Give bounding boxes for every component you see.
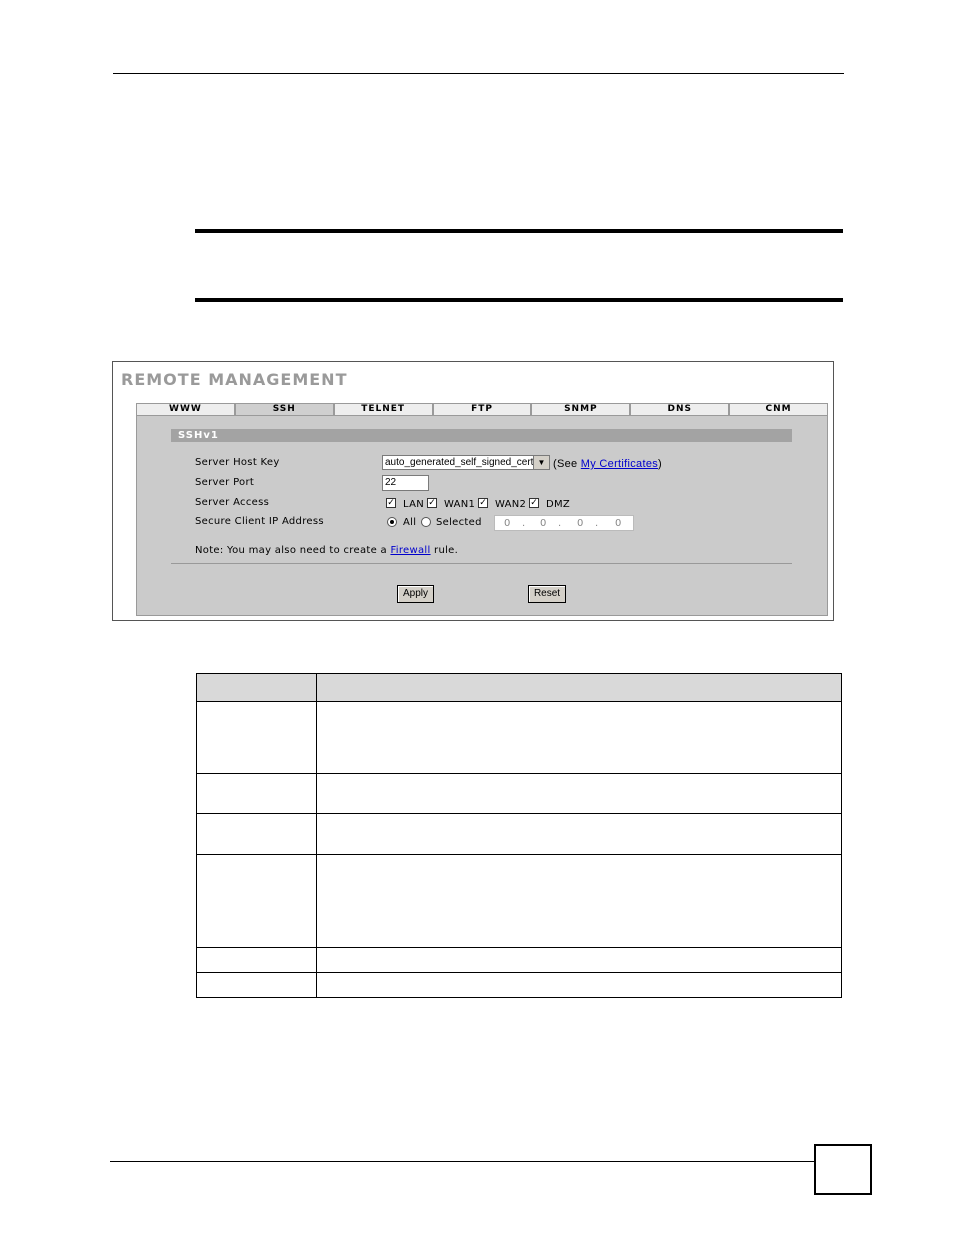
dmz-checkbox[interactable]: ✓ (530, 498, 538, 508)
table-row-divider (197, 972, 841, 973)
table-row-divider (197, 947, 841, 948)
note-prefix: Note: You may also need to create a (195, 545, 391, 556)
server-port-input[interactable]: 22 (382, 475, 429, 491)
section-header (171, 429, 792, 442)
lan-label: LAN (403, 499, 425, 510)
tab-ssh[interactable]: SSH (235, 403, 334, 415)
ip-octet-3[interactable]: 0 (577, 518, 584, 529)
page-number-box (814, 1144, 872, 1195)
all-radio[interactable] (387, 517, 397, 527)
server-access-label: Server Access (195, 497, 270, 508)
footer-rule (110, 1161, 814, 1162)
note-suffix: rule. (430, 545, 459, 556)
selected-radio[interactable] (421, 517, 431, 527)
wan1-label: WAN1 (444, 499, 476, 510)
server-host-key-label: Server Host Key (195, 457, 280, 468)
ip-octet-2[interactable]: 0 (540, 518, 547, 529)
my-certificates-link[interactable]: My Certificates (580, 458, 659, 470)
table-column-divider (316, 674, 317, 997)
note-rule-bottom (195, 298, 843, 302)
wan1-checkbox[interactable]: ✓ (428, 498, 436, 508)
secure-client-ip-label: Secure Client IP Address (195, 516, 324, 527)
all-radio-label: All (403, 517, 417, 528)
dmz-label: DMZ (546, 499, 571, 510)
tab-bar (136, 403, 828, 415)
tab-cnm[interactable]: CNM (729, 403, 828, 415)
chevron-down-icon[interactable]: ▼ (533, 456, 549, 469)
server-port-label: Server Port (195, 477, 255, 488)
table-row-divider (197, 854, 841, 855)
table-row-divider (197, 813, 841, 814)
note-rule-top (195, 229, 843, 233)
tab-snmp[interactable]: SNMP (531, 403, 630, 415)
ip-separator: . (595, 518, 599, 529)
server-host-key-value: auto_generated_self_signed_cert (385, 457, 534, 468)
wan2-checkbox[interactable]: ✓ (479, 498, 487, 508)
ip-separator: . (522, 518, 526, 529)
see-prefix: (See (553, 458, 581, 470)
firewall-note (195, 545, 458, 556)
reset-button[interactable]: Reset (528, 585, 566, 603)
ip-octet-1[interactable]: 0 (504, 518, 511, 529)
page-title: REMOTE MANAGEMENT (121, 370, 348, 389)
selected-radio-label: Selected (436, 517, 482, 528)
section-title: SSHv1 (178, 430, 219, 441)
see-suffix: ) (658, 458, 663, 470)
table-row-divider (197, 701, 841, 702)
tab-www[interactable]: WWW (136, 403, 235, 415)
wan2-label: WAN2 (495, 499, 527, 510)
apply-button[interactable]: Apply (397, 585, 434, 603)
header-rule (113, 73, 844, 74)
client-ip-input[interactable] (494, 515, 634, 531)
see-certificates-text (553, 458, 662, 470)
field-description-table (196, 673, 842, 998)
divider (171, 563, 792, 564)
tab-ftp[interactable]: FTP (433, 403, 532, 415)
ip-octet-4[interactable]: 0 (615, 518, 622, 529)
lan-checkbox[interactable]: ✓ (387, 498, 395, 508)
tab-dns[interactable]: DNS (630, 403, 729, 415)
tab-telnet[interactable]: TELNET (334, 403, 433, 415)
firewall-link[interactable]: Firewall (390, 545, 431, 556)
ip-separator: . (558, 518, 562, 529)
table-row-divider (197, 773, 841, 774)
server-host-key-select[interactable] (382, 455, 550, 470)
